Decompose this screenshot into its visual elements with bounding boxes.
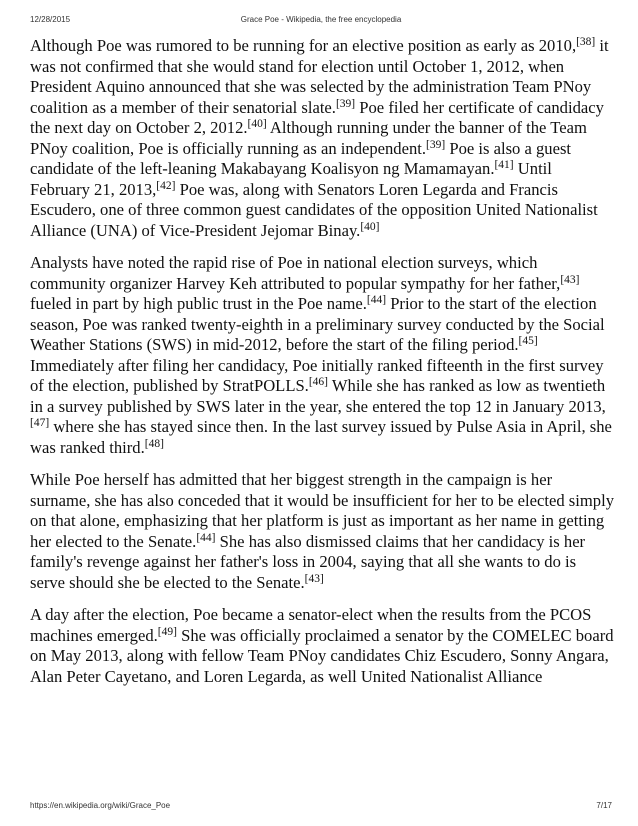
citation-link[interactable]: [41] bbox=[494, 159, 514, 171]
citation-link[interactable]: [42] bbox=[156, 179, 176, 192]
citation-link[interactable]: [39] bbox=[335, 97, 356, 110]
paragraph-text: Until February 21, 2013, bbox=[30, 159, 552, 199]
citation-link[interactable]: [43] bbox=[560, 273, 580, 286]
citation-link[interactable]: [44] bbox=[366, 294, 387, 306]
paragraph-text: Although running under the banner of the Team PNoy coalition, Poe is officially running as an independent. bbox=[30, 118, 587, 158]
page-header bbox=[30, 15, 612, 24]
paragraph-text: where she has stayed since then. In the last survey issued by Pulse Asia in April, she was ranked third. bbox=[30, 417, 612, 457]
article-paragraph bbox=[30, 470, 615, 593]
article-paragraph bbox=[30, 36, 615, 241]
paragraph-text: Poe was, along with Senators Loren Legarda and Francis Escudero, one of three common guest candidates of the opposition United Nationalist Alliance (UNA) of Vice-President Jejomar Binay. bbox=[30, 179, 598, 240]
article-paragraph bbox=[30, 605, 615, 687]
paragraph-text: She was officially proclaimed a senator by the COMELEC board on May 2013, along with fellow Team PNoy candidates Chiz Escudero, Sonny Angara, Alan Peter Cayetano, and Loren Legarda, as well United Nationalist Alliance bbox=[30, 625, 614, 686]
citation-link[interactable]: [40] bbox=[360, 220, 380, 233]
article-paragraph bbox=[30, 253, 615, 458]
citation-link[interactable]: [43] bbox=[304, 572, 324, 585]
paragraph-text: She has also dismissed claims that her candidacy is her family's revenge against her father's loss in 2004, saying that all she wants to do is serve should she be elected to the Senate. bbox=[30, 531, 586, 592]
citation-link[interactable]: [39] bbox=[426, 138, 446, 151]
paragraph-text: Although Poe was rumored to be running for an elective position as early as 2010, bbox=[30, 36, 577, 55]
citation-link[interactable]: [48] bbox=[144, 437, 164, 450]
citation-link[interactable]: [47] bbox=[30, 417, 50, 429]
citation-link[interactable]: [38] bbox=[576, 36, 596, 48]
page-footer bbox=[30, 801, 612, 810]
citation-link[interactable]: [44] bbox=[196, 531, 216, 544]
paragraph-text: A day after the election, Poe became a senator-elect when the results from the PCOS machines emerged. bbox=[30, 605, 592, 645]
paragraph-text: fueled in part by high public trust in the Poe name. bbox=[30, 294, 367, 313]
citation-link[interactable]: [49] bbox=[157, 625, 177, 638]
paragraph-text: Poe is also a guest candidate of the left-leaning Makabayang Koalisyon ng Mamamayan. bbox=[30, 138, 572, 178]
paragraph-text: Prior to the start of the election season, Poe was ranked twenty-eighth in a preliminary survey conducted by the Social Weather Stations (SWS) in mid-2012, before the start of the filing period. bbox=[30, 294, 605, 354]
page-url: https://en.wikipedia.org/wiki/Grace_Poe bbox=[30, 801, 171, 810]
paragraph-text: Analysts have noted the rapid rise of Poe in national election surveys, which community organizer Harvey Keh attributed to popular sympathy for her father, bbox=[30, 253, 561, 293]
paragraph-text: While Poe herself has admitted that her biggest strength in the campaign is her surname, she has also conceded that it would be insufficient for her to be elected simply on that alone, emphasizing that her platform is just as important as her name in getting her elected to the Senate. bbox=[30, 470, 614, 551]
citation-link[interactable]: [46] bbox=[308, 376, 329, 388]
page-number: 7/17 bbox=[596, 801, 612, 810]
citation-link[interactable]: [45] bbox=[518, 335, 538, 347]
paragraph-text: While she has ranked as low as twentieth in a survey published by SWS later in the year, she entered the top 12 in January 2013, bbox=[30, 376, 606, 416]
print-date: 12/28/2015 bbox=[30, 15, 71, 24]
paragraph-text: Poe filed her certificate of candidacy the next day on October 2, 2012. bbox=[30, 97, 604, 137]
paragraph-text: Immediately after filing her candidacy, Poe initially ranked fifteenth in the first survey of the election, published by StratPOLLS. bbox=[30, 355, 604, 395]
paragraph-text: it was not confirmed that she would stand for election until October 1, 2012, when President Aquino announced that she was selected by the administration Team PNoy coalition as a member of their senatorial slate. bbox=[30, 36, 609, 117]
page-header-title: Grace Poe - Wikipedia, the free encyclopedia bbox=[240, 15, 402, 24]
citation-link[interactable]: [40] bbox=[247, 118, 267, 130]
article-body bbox=[30, 36, 615, 699]
